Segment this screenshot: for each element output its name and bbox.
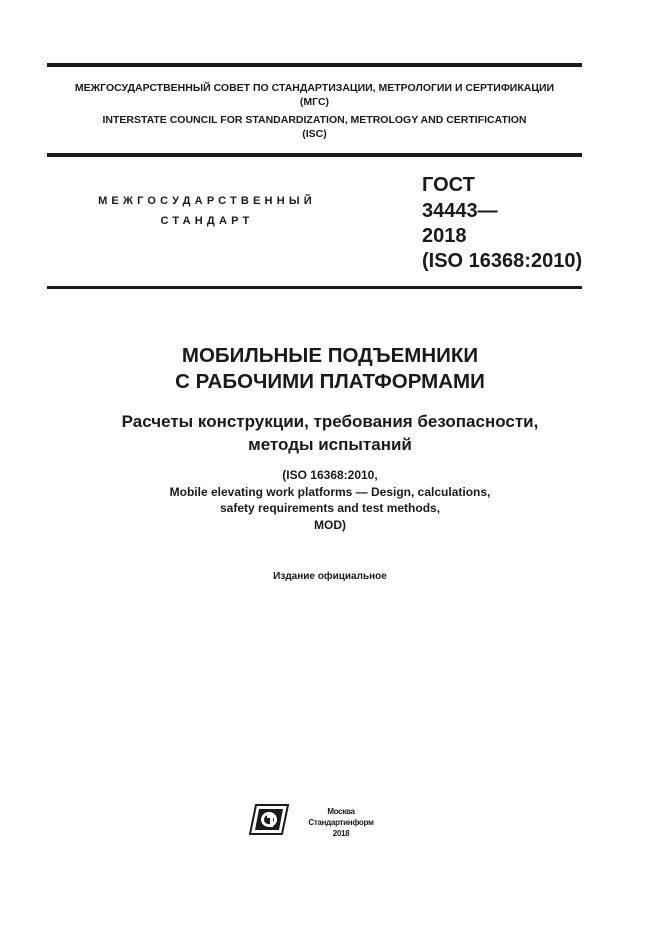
designation-prefix: ГОСТ: [422, 174, 475, 196]
document-subtitle-line1: Расчеты конструкции, требования безопасности,: [121, 412, 539, 431]
standard-type-line2: СТАНДАРТ: [160, 215, 254, 227]
iso-reference-line4: MOD): [314, 518, 346, 532]
designation-iso: (ISO 16368:2010): [422, 250, 583, 272]
middle-rule: [47, 153, 582, 157]
bottom-rule: [47, 286, 582, 289]
council-abbr-ru: (МГС): [299, 96, 330, 108]
publisher-name: Стандартинформ: [308, 818, 374, 827]
edition-label: Издание официальное: [273, 571, 387, 582]
iso-reference-line1: (ISO 16368:2010,: [282, 468, 378, 482]
designation-number: 34443—: [422, 200, 498, 222]
standartinform-logo-icon: [248, 803, 290, 836]
council-name-ru: МЕЖГОСУДАРСТВЕННЫЙ СОВЕТ ПО СТАНДАРТИЗАЦИИ, МЕТРОЛОГИИ И СЕРТИФИКАЦИИ: [74, 82, 555, 94]
standard-type-line1: МЕЖГОСУДАРСТВЕННЫЙ: [98, 195, 316, 207]
document-subtitle-line2: методы испытаний: [248, 435, 412, 454]
top-rule: [47, 63, 582, 67]
document-title-line2: С РАБОЧИМИ ПЛАТФОРМАМИ: [175, 370, 485, 393]
publisher-city: Москва: [327, 807, 355, 816]
document-title-line1: МОБИЛЬНЫЕ ПОДЪЕМНИКИ: [181, 344, 479, 367]
council-abbr-en: (ISC): [302, 128, 327, 140]
council-name-en: INTERSTATE COUNCIL FOR STANDARDIZATION, METROLOGY AND CERTIFICATION: [102, 114, 527, 126]
publisher-year: 2018: [332, 829, 350, 838]
iso-reference-line2: Mobile elevating work platforms — Design, calculations,: [169, 485, 491, 499]
designation-year: 2018: [422, 225, 467, 247]
iso-reference-line3: safety requirements and test methods,: [219, 501, 441, 515]
